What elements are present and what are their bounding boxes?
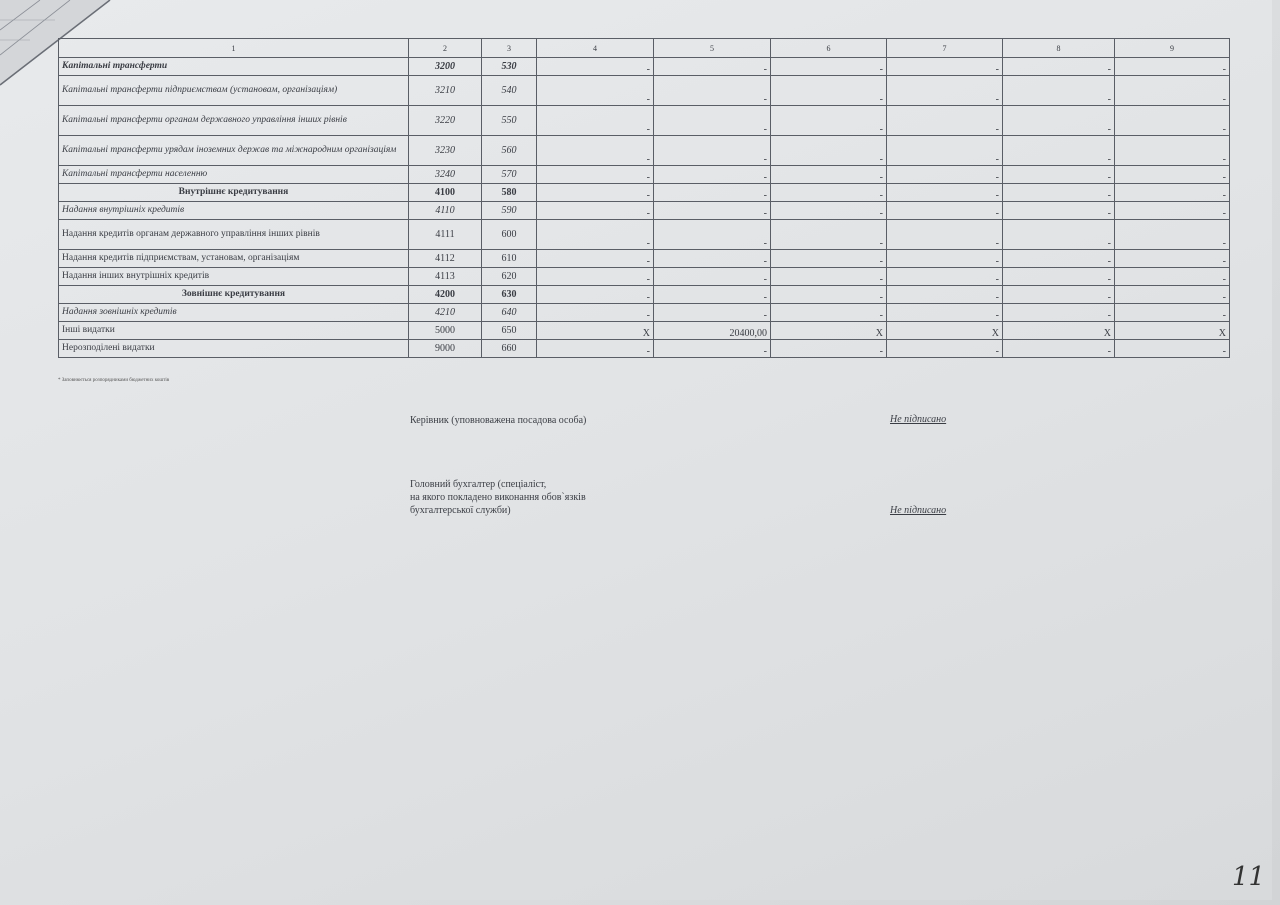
row-name-cell: Інші видатки: [59, 322, 409, 340]
value-cell: -: [1003, 286, 1115, 304]
value-cell: 20400,00: [654, 322, 771, 340]
row-name-cell: Надання інших внутрішніх кредитів: [59, 268, 409, 286]
value-cell: -: [771, 166, 887, 184]
value-cell: -: [537, 202, 654, 220]
value-cell: -: [654, 76, 771, 106]
header-cell: 3: [482, 39, 537, 58]
table-row: [59, 76, 1230, 106]
accountant-signature-status: Не підписано: [890, 505, 947, 516]
value-cell: -: [537, 286, 654, 304]
value-cell: -: [1115, 286, 1230, 304]
value-cell: -: [1115, 166, 1230, 184]
row-code-cell: 620: [482, 268, 537, 286]
value-cell: -: [771, 220, 887, 250]
value-cell: -: [654, 106, 771, 136]
row-name-cell: Капітальні трансферти органам державного управління інших рівнів: [59, 106, 409, 136]
value-cell: -: [1003, 268, 1115, 286]
value-cell: -: [1003, 106, 1115, 136]
value-cell: -: [537, 166, 654, 184]
value-cell: X: [537, 322, 654, 340]
value-cell: -: [771, 304, 887, 322]
table-row: [59, 286, 1230, 304]
row-name-cell: Надання зовнішніх кредитів: [59, 304, 409, 322]
row-code-cell: 580: [482, 184, 537, 202]
value-cell: -: [887, 304, 1003, 322]
table-row: [59, 58, 1230, 76]
value-cell: -: [1115, 250, 1230, 268]
table-row: [59, 136, 1230, 166]
row-name-cell: Надання кредитів підприємствам, установам, організаціям: [59, 250, 409, 268]
kekv-code-cell: 4100: [409, 184, 482, 202]
value-cell: -: [771, 202, 887, 220]
table-row: [59, 340, 1230, 358]
row-name-cell: Капітальні трансферти: [59, 58, 409, 76]
value-cell: -: [537, 106, 654, 136]
value-cell: -: [771, 184, 887, 202]
row-name-cell: Капітальні трансферти підприємствам (установам, організаціям): [59, 76, 409, 106]
value-cell: X: [887, 322, 1003, 340]
value-cell: -: [1115, 106, 1230, 136]
value-cell: -: [887, 250, 1003, 268]
value-cell: -: [654, 340, 771, 358]
row-code-cell: 530: [482, 58, 537, 76]
row-name-cell: Зовнішнє кредитування: [59, 286, 409, 304]
value-cell: -: [771, 58, 887, 76]
kekv-code-cell: 3230: [409, 136, 482, 166]
table-row: [59, 184, 1230, 202]
value-cell: -: [537, 136, 654, 166]
value-cell: -: [654, 202, 771, 220]
value-cell: -: [1003, 250, 1115, 268]
kekv-code-cell: 4110: [409, 202, 482, 220]
kekv-code-cell: 4111: [409, 220, 482, 250]
value-cell: -: [654, 184, 771, 202]
table-row: [59, 304, 1230, 322]
expenditure-table: [58, 38, 1230, 358]
value-cell: -: [537, 268, 654, 286]
value-cell: -: [887, 268, 1003, 286]
value-cell: -: [654, 58, 771, 76]
value-cell: -: [537, 340, 654, 358]
row-name-cell: Капітальні трансферти населенню: [59, 166, 409, 184]
row-name-cell: Капітальні трансферти урядам іноземних держав та міжнародним організаціям: [59, 136, 409, 166]
kekv-code-cell: 3220: [409, 106, 482, 136]
row-code-cell: 590: [482, 202, 537, 220]
value-cell: -: [1115, 220, 1230, 250]
head-label: Керівник (уповноважена посадова особа): [410, 415, 587, 426]
value-cell: -: [537, 250, 654, 268]
value-cell: -: [1003, 220, 1115, 250]
value-cell: X: [1003, 322, 1115, 340]
row-name-cell: Надання кредитів органам державного управління інших рівнів: [59, 220, 409, 250]
table-header-row: [59, 39, 1230, 58]
kekv-code-cell: 4200: [409, 286, 482, 304]
value-cell: -: [1003, 202, 1115, 220]
value-cell: -: [1115, 340, 1230, 358]
page-number: 11: [1232, 862, 1266, 892]
value-cell: -: [887, 166, 1003, 184]
value-cell: -: [771, 250, 887, 268]
row-code-cell: 630: [482, 286, 537, 304]
kekv-code-cell: 3200: [409, 58, 482, 76]
header-cell: 8: [1003, 39, 1115, 58]
row-code-cell: 600: [482, 220, 537, 250]
value-cell: -: [771, 76, 887, 106]
value-cell: -: [771, 268, 887, 286]
value-cell: -: [887, 106, 1003, 136]
value-cell: -: [771, 286, 887, 304]
kekv-code-cell: 4113: [409, 268, 482, 286]
value-cell: -: [1115, 304, 1230, 322]
row-code-cell: 650: [482, 322, 537, 340]
row-code-cell: 560: [482, 136, 537, 166]
accountant-label: [410, 478, 586, 517]
row-code-cell: 610: [482, 250, 537, 268]
header-cell: 5: [654, 39, 771, 58]
value-cell: -: [537, 304, 654, 322]
table-row: [59, 322, 1230, 340]
row-name-cell: Внутрішнє кредитування: [59, 184, 409, 202]
kekv-code-cell: 3210: [409, 76, 482, 106]
table-row: [59, 202, 1230, 220]
header-cell: 1: [59, 39, 409, 58]
kekv-code-cell: 4210: [409, 304, 482, 322]
value-cell: -: [537, 220, 654, 250]
value-cell: -: [1115, 58, 1230, 76]
value-cell: -: [654, 250, 771, 268]
value-cell: -: [1115, 268, 1230, 286]
kekv-code-cell: 3240: [409, 166, 482, 184]
value-cell: -: [654, 304, 771, 322]
value-cell: -: [537, 58, 654, 76]
table-row: [59, 220, 1230, 250]
value-cell: -: [654, 286, 771, 304]
value-cell: -: [1003, 136, 1115, 166]
value-cell: -: [1115, 136, 1230, 166]
accountant-label-line: на якого покладено виконання обов`язків: [410, 492, 586, 503]
header-cell: 2: [409, 39, 482, 58]
row-code-cell: 660: [482, 340, 537, 358]
value-cell: X: [1115, 322, 1230, 340]
value-cell: -: [771, 340, 887, 358]
value-cell: -: [1003, 340, 1115, 358]
value-cell: -: [1003, 166, 1115, 184]
value-cell: -: [887, 202, 1003, 220]
value-cell: -: [771, 136, 887, 166]
header-cell: 9: [1115, 39, 1230, 58]
value-cell: -: [887, 136, 1003, 166]
value-cell: -: [654, 268, 771, 286]
value-cell: -: [771, 106, 887, 136]
value-cell: -: [1003, 76, 1115, 106]
accountant-label-line: Головний бухгалтер (спеціаліст,: [410, 479, 547, 490]
table-row: [59, 250, 1230, 268]
kekv-code-cell: 9000: [409, 340, 482, 358]
table-row: [59, 166, 1230, 184]
row-name-cell: Нерозподілені видатки: [59, 340, 409, 358]
head-signature-status: Не підписано: [890, 414, 947, 425]
value-cell: -: [1003, 184, 1115, 202]
value-cell: -: [1003, 304, 1115, 322]
value-cell: -: [887, 286, 1003, 304]
row-name-cell: Надання внутрішніх кредитів: [59, 202, 409, 220]
value-cell: X: [771, 322, 887, 340]
value-cell: -: [887, 340, 1003, 358]
value-cell: -: [887, 58, 1003, 76]
value-cell: -: [887, 220, 1003, 250]
value-cell: -: [1115, 184, 1230, 202]
row-code-cell: 570: [482, 166, 537, 184]
accountant-label-line: бухгалтерської служби): [410, 505, 511, 516]
value-cell: -: [887, 76, 1003, 106]
value-cell: -: [887, 184, 1003, 202]
header-cell: 6: [771, 39, 887, 58]
value-cell: -: [1003, 58, 1115, 76]
value-cell: -: [654, 136, 771, 166]
row-code-cell: 640: [482, 304, 537, 322]
row-code-cell: 550: [482, 106, 537, 136]
footnote: * Заповнюється розпорядниками бюджетних коштів: [58, 378, 170, 383]
table-row: [59, 106, 1230, 136]
value-cell: -: [537, 76, 654, 106]
kekv-code-cell: 5000: [409, 322, 482, 340]
header-cell: 4: [537, 39, 654, 58]
value-cell: -: [654, 166, 771, 184]
table-row: [59, 268, 1230, 286]
header-cell: 7: [887, 39, 1003, 58]
value-cell: -: [654, 220, 771, 250]
value-cell: -: [537, 184, 654, 202]
kekv-code-cell: 4112: [409, 250, 482, 268]
value-cell: -: [1115, 202, 1230, 220]
value-cell: -: [1115, 76, 1230, 106]
row-code-cell: 540: [482, 76, 537, 106]
